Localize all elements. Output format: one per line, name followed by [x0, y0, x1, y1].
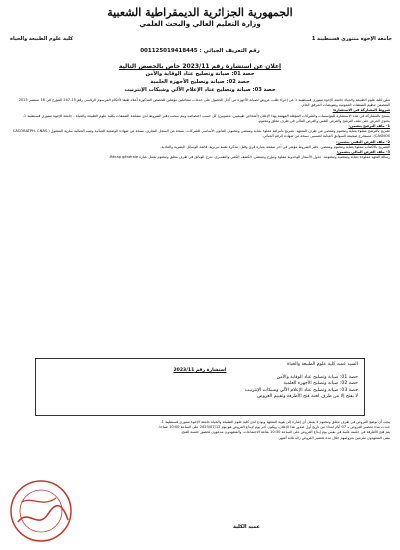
university-name: جامعة الإخوة منتوري قسنطينة 1 [311, 36, 392, 42]
envelope-label-box [35, 358, 365, 416]
intro-paragraph: تعلن كلية علوم الطبيعة والحياة جامعة الإخوة منتوري قسنطينة 1 عن إجراء طلب عروض لصيانة الأجهزة من أجل الحصول على خدمات متعاملين مؤهلين للحصص المذكورة أعلاه طبقا لأحكام المرسوم الرئاسي رقم 15-247 المؤرخ في 16 سبتمبر 2015 المتضمن تنظيم الصفقات العمومية وتفويضات المرفق العام. [18, 98, 390, 108]
validity-paragraph: يبقى المتعهدون ملزمين بعروضهم خلال مدة تحضير العروض زائد ثلاثة أشهر. [277, 435, 390, 440]
candidacy-list: تصريح بالترشح مملوء بعناية ومختوم وممضي من طرف المتعهد. تصريح بالنزاهة مملوء بعناية وممضي ومختوم. القانون الأساسي للشركات. نسخة من السجل التجاري. نسخة من شهادة الوضعية الجبائية وشبه الجبائية سارية المفعول (CACOBATPH، CNAS، CASNOS). مستخرج صحيفة السوابق العدلية للمسير. نسخة من شهادة الرقم الجبائي. [12, 129, 390, 139]
republic-title: الجمهورية الجزائرية الديمقراطية الشعبية [107, 6, 293, 19]
participation-heading: شروط المشاركة في الاستشارة: [332, 108, 390, 113]
financial-list: رسالة التعهد مملوءة بعناية وممضية ومختومة. جدول الأسعار الوحدوية مملوء ومؤرخ وممضي. الكشف الكمي والتقديري. تدرج الوثائق في ظرف مغلق ومختوم تحمل عبارة Récap générale. [108, 155, 390, 160]
official-stamp-icon [8, 478, 74, 544]
announcement-title: إعلان عن استشارة رقم 2023/11 خاص بالحصص التالية [118, 63, 282, 70]
dean-signature-label: عميد الكلية [232, 524, 260, 530]
lot-3: حصة 03: صيانة وتصليح عتاد الإعلام الآلي وشبكات الإنترنيت [124, 87, 276, 93]
candidacy-heading: 1- ملف الترشح يتضمن: [348, 124, 390, 129]
participation-paragraph: يسمح بالمشاركة في هذه الاستشارة للمؤسسات والشركات المؤهلة المهتمة بهذا الإعلان (أشخاص طبيعيين، معنويين) كل حسب اختصاصه ويتم سحب دفتر الشروط لدى مصلحة الصفقات بكلية علوم الطبيعة والحياة - جامعة الإخوة منتوري قسنطينة 1. [22, 113, 390, 118]
lot-1: حصة 01: صيانة وتصليح عتاد الوقاية والأمن [145, 71, 255, 77]
financial-heading: 3- ملف العرض المالي يتضمن: [336, 150, 390, 155]
document-header [0, 6, 400, 28]
technical-heading: 2- ملف العرض التقني يتضمن: [336, 139, 390, 144]
technical-list: التصريح بالاكتتاب مملوء بعناية ومختوم وممضي. دفتر الشروط مؤشر في آخر صفحة بعبارة قرئ وقبل. مذكرة تقنية تبريرية. قائمة الوسائل البشرية والمادية. [160, 144, 390, 149]
box-lot-2: حصة 02: صيانة وتصليح الأجهزة العلمية [283, 381, 358, 387]
closing-text [10, 420, 390, 441]
box-notice: لا يفتح إلا من طرف لجنة فتح الأظرفة وتقييم العروض [257, 394, 358, 400]
ministry-title: وزارة التعليم العالي والبحث العلمي [139, 20, 261, 28]
box-addressee: السيد عميد كلية علوم الطبيعة والحياة [286, 362, 358, 367]
opening-paragraph: يتم فتح الأظرفة في جلسة علنية في نفس يوم إيداع العروض على الساعة 10:30 بقاعة الاجتماعات، والمتعهدون مدعوون لحضور جلسة الفتح. [180, 430, 390, 435]
envelope-paragraph: يحتوي العرض على ملف الترشح والعرض التقني والعرض المالي في ظرف مغلق ومختوم. [257, 118, 390, 123]
box-consultation-number: استشارة رقم 2023/11 [173, 368, 227, 374]
box-lot-3: حصة 03: صيانة وتصليح عتاد الإعلام الآلي وشبكات الإنترنيت [244, 387, 358, 393]
deadline-paragraph: حددت مدة تحضير العروض بـ 07 أيام ابتداء من تاريخ أول صدور هذا الإعلان، ويكون آخر يوم لإيداع العروض هو يوم 2023/07/12 على الساعة 10:00 صباحا. [158, 425, 390, 430]
box-lot-1: حصة 01: صيانة وتصليح عتاد الوقاية والأمن [276, 374, 358, 380]
deposit-paragraph: يجب أن توضع العروض في ظرف مغلق ومختوم لا يحمل أي إشارة إلى هوية المتعهد ويودع لدى كلية علوم الطبيعة والحياة جامعة الإخوة منتوري قسنطينة 1. [160, 420, 390, 424]
faculty-name: كلية علوم الطبيعة والحياة [10, 36, 74, 42]
announcement-body [10, 98, 390, 160]
announcement-title-block [0, 63, 400, 94]
lot-2: حصة 02: صيانة وتصليح الأجهزة العلمية [150, 79, 250, 85]
tax-id: رقم التعريف الجبائي : 001125019418445 [140, 48, 260, 54]
